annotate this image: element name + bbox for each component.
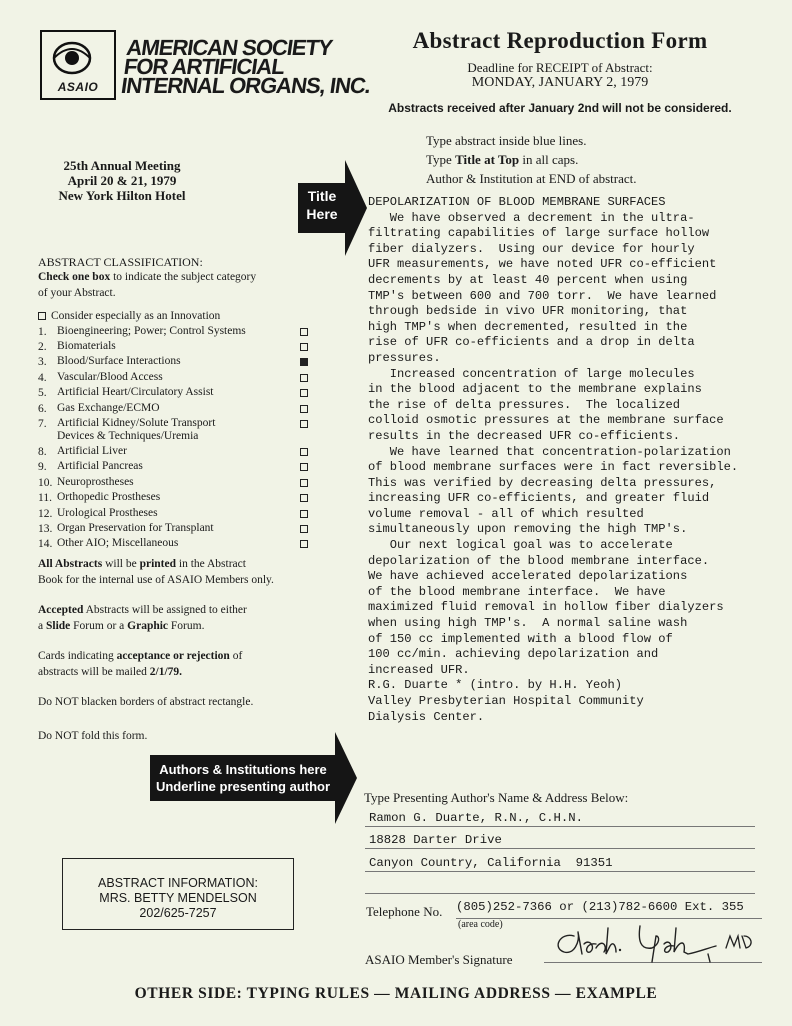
abstract-line: of blood membrane surfaces were in fact reversible. bbox=[368, 460, 739, 475]
instruction-line: Type abstract inside blue lines. bbox=[426, 133, 587, 148]
category-label bbox=[57, 340, 293, 354]
abstract-line: volume removal - all of which resulted bbox=[368, 506, 644, 521]
abstract-line: This was verified by decreasing delta pressures, bbox=[368, 475, 717, 490]
instruction-line: Author & Institution at END of abstract. bbox=[426, 171, 637, 186]
accepted-note-line bbox=[38, 603, 323, 619]
note-text: abstracts will be mailed bbox=[38, 665, 150, 678]
category-option[interactable] bbox=[38, 460, 318, 475]
category-label-line: Artificial Heart/Circulatory Assist bbox=[57, 386, 214, 399]
category-option[interactable] bbox=[38, 371, 318, 386]
category-checkbox-checked[interactable] bbox=[300, 358, 308, 366]
category-label bbox=[57, 537, 293, 551]
abstract-line: depolarization of the blood membrane interface. bbox=[368, 553, 710, 568]
category-label-line: Bioengineering; Power; Control Systems bbox=[57, 324, 246, 337]
note-text: will be bbox=[102, 558, 140, 570]
meeting-name: 25th Annual Meeting bbox=[63, 158, 181, 173]
note-bold: Graphic bbox=[127, 619, 169, 632]
note-bold: All Abstracts bbox=[38, 558, 103, 570]
category-number: 7. bbox=[38, 417, 47, 430]
category-number: 6. bbox=[38, 402, 47, 415]
category-label bbox=[57, 355, 293, 369]
category-checkbox[interactable] bbox=[300, 389, 308, 397]
abstract-line: results in the decreased UFR co-efficients. bbox=[368, 428, 681, 443]
category-number: 3. bbox=[38, 356, 47, 369]
category-number: 11. bbox=[38, 492, 52, 505]
category-checkbox[interactable] bbox=[300, 405, 308, 413]
abstract-line: decrements by at least 40 percent when using bbox=[368, 272, 688, 287]
note-text: Forum or a bbox=[70, 619, 128, 632]
logo-wordmark: ASAIO bbox=[57, 80, 99, 94]
abstract-line: fiber dialyzers. Using our device for hourly bbox=[368, 241, 695, 256]
signature-label: ASAIO Member's Signature bbox=[365, 952, 513, 967]
abstract-line: 100 cc/min. achieving depolarization and bbox=[368, 647, 659, 662]
category-checkbox[interactable] bbox=[300, 343, 308, 351]
abstract-information-box bbox=[62, 858, 294, 930]
footer-note: OTHER SIDE: TYPING RULES — MAILING ADDRESS — EXAMPLE bbox=[134, 985, 658, 1002]
category-number: 4. bbox=[38, 371, 47, 384]
note-bold: acceptance or rejection bbox=[116, 650, 230, 662]
category-checkbox[interactable] bbox=[300, 525, 308, 533]
author-street-field[interactable]: 18828 Darter Drive bbox=[365, 832, 755, 849]
category-option[interactable] bbox=[38, 491, 318, 506]
category-label-line: Organ Preservation for Transplant bbox=[57, 521, 214, 534]
category-label-line: Urological Prostheses bbox=[57, 506, 158, 519]
typing-instructions bbox=[426, 131, 637, 188]
innovation-label: Consider especially as an Innovation bbox=[51, 310, 221, 323]
note-text: Cards indicating bbox=[38, 650, 117, 662]
abstract-line: TMP's between 600 and 700 torr. We have learned bbox=[368, 288, 717, 303]
category-number: 9. bbox=[38, 461, 47, 474]
note-bold: Accepted bbox=[38, 604, 84, 616]
title-arrow-label: Title bbox=[307, 188, 337, 204]
abstract-line: rise of UFR co-efficients and a drop in delta bbox=[368, 335, 695, 350]
category-label-line: Other AIO; Miscellaneous bbox=[57, 537, 179, 550]
info-title: ABSTRACT INFORMATION: bbox=[98, 876, 258, 890]
handwritten-signature bbox=[548, 918, 762, 964]
category-number: 5. bbox=[38, 387, 47, 400]
category-option[interactable] bbox=[38, 476, 318, 491]
printed-note bbox=[38, 557, 323, 588]
abstract-line: We have observed a decrement in the ultra- bbox=[368, 210, 695, 225]
category-label bbox=[57, 460, 293, 474]
abstract-line: increasing UFR co-efficients, and greater fluid bbox=[368, 491, 710, 506]
arrow-right-icon bbox=[335, 732, 357, 824]
abstract-line: Valley Presbyterian Hospital Community bbox=[368, 694, 644, 708]
authors-arrow-label: Underline presenting author bbox=[155, 779, 331, 794]
abstract-line: filtrating capabilities of large surface hollow bbox=[368, 226, 710, 241]
abstract-line: R.G. Duarte * (intro. by H.H. Yeoh) bbox=[368, 678, 623, 693]
abstract-line: of 150 cc implemented with a blood flow of bbox=[368, 631, 673, 646]
category-checkbox[interactable] bbox=[300, 420, 308, 428]
form-title: Abstract Reproduction Form bbox=[412, 28, 708, 53]
abstract-classification bbox=[38, 255, 318, 553]
note-text: in the Abstract bbox=[176, 558, 246, 570]
late-submission-note: Abstracts received after January 2nd will not be considered. bbox=[388, 101, 732, 115]
category-number: 8. bbox=[38, 445, 47, 458]
category-label-line: Devices & Techniques/Uremia bbox=[57, 430, 199, 443]
org-name-line: FOR ARTIFICIAL bbox=[122, 54, 286, 79]
printed-note-line: Book for the internal use of ASAIO Members only. bbox=[38, 573, 274, 586]
abstract-text-area[interactable] bbox=[368, 195, 768, 725]
category-option[interactable] bbox=[38, 537, 318, 552]
category-option[interactable] bbox=[38, 507, 318, 522]
abstract-line: Our next logical goal was to accelerate bbox=[368, 538, 673, 553]
classification-instruction: of your Abstract. bbox=[38, 286, 116, 299]
category-label bbox=[57, 386, 293, 400]
classification-instruction-bold: Check one box bbox=[38, 271, 111, 284]
category-option[interactable] bbox=[38, 340, 318, 355]
category-label-line: Artificial Liver bbox=[57, 444, 127, 457]
meeting-dates: April 20 & 21, 1979 bbox=[67, 173, 177, 188]
classification-heading: ABSTRACT CLASSIFICATION: bbox=[38, 255, 203, 269]
category-option[interactable] bbox=[38, 402, 318, 417]
area-code-note: (area code) bbox=[458, 919, 503, 930]
presenting-author-heading: Type Presenting Author's Name & Address Below: bbox=[364, 790, 629, 805]
category-checkbox[interactable] bbox=[300, 463, 308, 471]
meeting-info bbox=[30, 158, 214, 203]
category-option[interactable] bbox=[38, 355, 318, 370]
category-number: 12. bbox=[38, 507, 53, 520]
instruction-text: in all caps. bbox=[519, 152, 579, 167]
note-text: Forum. bbox=[168, 619, 205, 632]
abstract-line: simultaneously upon removing the high TMP's. bbox=[368, 522, 688, 537]
acceptance-cards-note bbox=[38, 649, 323, 680]
category-label-line: Blood/Surface Interactions bbox=[57, 355, 181, 368]
title-here-arrow bbox=[298, 183, 346, 233]
category-label-line: Vascular/Blood Access bbox=[57, 370, 163, 383]
category-checkbox[interactable] bbox=[300, 510, 308, 518]
info-contact-name: MRS. BETTY MENDELSON bbox=[99, 891, 257, 905]
abstract-line: We have achieved accelerated depolarizations bbox=[368, 569, 688, 584]
abstract-line: in the blood adjacent to the membrane explains bbox=[368, 382, 702, 397]
abstract-line: the rise of delta pressures. The localized bbox=[368, 397, 681, 412]
title-arrow-label: Here bbox=[306, 206, 338, 222]
category-label-line: Artificial Pancreas bbox=[57, 460, 143, 473]
authors-here-arrow bbox=[150, 755, 336, 801]
category-label-line: Artificial Kidney/Solute Transport bbox=[57, 416, 216, 429]
abstract-line: when using high TMP's. A normal saline wash bbox=[368, 616, 688, 631]
category-number: 1. bbox=[38, 325, 47, 338]
info-contact-phone: 202/625-7257 bbox=[139, 906, 217, 920]
printed-note-line bbox=[38, 557, 323, 573]
note-text: Abstracts will be assigned to either bbox=[83, 604, 247, 616]
note-text: a bbox=[38, 619, 46, 632]
note-bold: Slide bbox=[45, 619, 71, 632]
category-number: 13. bbox=[38, 522, 53, 535]
cards-note-line bbox=[38, 649, 323, 665]
category-number: 10. bbox=[38, 476, 53, 489]
arrow-right-icon bbox=[345, 160, 367, 256]
category-checkbox[interactable] bbox=[300, 540, 308, 548]
abstract-line: maximized fluid removal in hollow fiber dialyzers bbox=[368, 600, 724, 615]
accepted-note-line bbox=[38, 619, 323, 635]
category-checkbox[interactable] bbox=[300, 494, 308, 502]
abstract-line: increased UFR. bbox=[368, 662, 470, 677]
category-option[interactable] bbox=[38, 386, 318, 401]
accepted-note bbox=[38, 603, 323, 634]
abstract-line: high TMP's when decremented, resulted in the bbox=[368, 319, 688, 334]
abstract-line: pressures. bbox=[368, 350, 441, 365]
category-checkbox[interactable] bbox=[300, 328, 308, 336]
category-label bbox=[57, 402, 293, 416]
authors-arrow-label: Authors & Institutions here bbox=[159, 762, 327, 777]
category-label bbox=[57, 417, 293, 444]
category-number: 14. bbox=[38, 538, 53, 551]
abstract-line: We have learned that concentration-polarization bbox=[368, 444, 731, 459]
instruction-line bbox=[426, 150, 637, 169]
org-name-line: AMERICAN SOCIETY bbox=[124, 35, 334, 60]
category-option[interactable] bbox=[38, 325, 318, 340]
abstract-line: Increased concentration of large molecules bbox=[368, 366, 695, 381]
deadline-date: MONDAY, JANUARY 2, 1979 bbox=[471, 75, 649, 90]
asaio-logo bbox=[40, 30, 116, 100]
category-label bbox=[57, 522, 293, 536]
category-label bbox=[57, 491, 293, 505]
category-label bbox=[57, 476, 293, 490]
author-extra-address-field[interactable] bbox=[365, 877, 755, 894]
no-blacken-note: Do NOT blacken borders of abstract rectangle. bbox=[38, 696, 254, 708]
abstract-line: through bedside in vivo UFR monitoring, that bbox=[368, 304, 688, 319]
instruction-text: Type bbox=[426, 152, 456, 167]
note-bold: 2/1/79. bbox=[149, 665, 183, 678]
abstract-line: UFR measurements, we have noted UFR co-efficient bbox=[368, 257, 717, 272]
abstract-line: colloid osmotic pressures at the membrane surface bbox=[368, 413, 724, 428]
category-checkbox[interactable] bbox=[300, 479, 308, 487]
classification-instruction-text: to indicate the subject category bbox=[110, 271, 257, 284]
category-label-line: Neuroprostheses bbox=[57, 475, 134, 488]
category-checkbox[interactable] bbox=[300, 374, 308, 382]
category-option[interactable] bbox=[38, 445, 318, 460]
note-text: of bbox=[229, 650, 243, 662]
deadline-label: Deadline for RECEIPT of Abstract: bbox=[467, 60, 653, 75]
telephone-label: Telephone No. bbox=[366, 904, 443, 919]
org-name-line: INTERNAL ORGANS, INC. bbox=[119, 73, 372, 98]
classification-instruction bbox=[38, 270, 318, 285]
category-option[interactable] bbox=[38, 417, 318, 445]
organization-name bbox=[119, 35, 388, 98]
no-fold-note: Do NOT fold this form. bbox=[38, 730, 148, 742]
abstract-line: of the blood membrane interface. We have bbox=[368, 584, 666, 599]
category-checkbox[interactable] bbox=[300, 448, 308, 456]
category-label-line: Orthopedic Prostheses bbox=[57, 491, 161, 504]
category-label bbox=[57, 371, 293, 385]
category-number: 2. bbox=[38, 341, 47, 353]
category-label bbox=[57, 325, 293, 339]
category-label-line: Gas Exchange/ECMO bbox=[57, 401, 160, 414]
innovation-option[interactable] bbox=[38, 309, 318, 324]
author-name-field[interactable]: Ramon G. Duarte, R.N., C.H.N. bbox=[365, 810, 755, 827]
meeting-venue: New York Hilton Hotel bbox=[58, 188, 186, 203]
note-bold: printed bbox=[139, 558, 177, 570]
author-city-field[interactable]: Canyon Country, California 91351 bbox=[365, 855, 755, 872]
category-list bbox=[38, 325, 318, 553]
logo-emblem-icon bbox=[50, 38, 106, 82]
telephone-field[interactable]: (805)252-7366 or (213)782-6600 Ext. 355 bbox=[456, 899, 762, 919]
category-option[interactable] bbox=[38, 522, 318, 537]
abstract-line: Dialysis Center. bbox=[368, 709, 485, 724]
category-label bbox=[57, 445, 293, 459]
category-label-line: Biomaterials bbox=[57, 340, 116, 352]
category-label bbox=[57, 507, 293, 521]
cards-note-line bbox=[38, 665, 323, 681]
innovation-checkbox[interactable] bbox=[38, 312, 46, 320]
instruction-emphasis: Title at Top bbox=[455, 152, 520, 167]
abstract-title: DEPOLARIZATION OF BLOOD MEMBRANE SURFACES bbox=[368, 195, 666, 209]
